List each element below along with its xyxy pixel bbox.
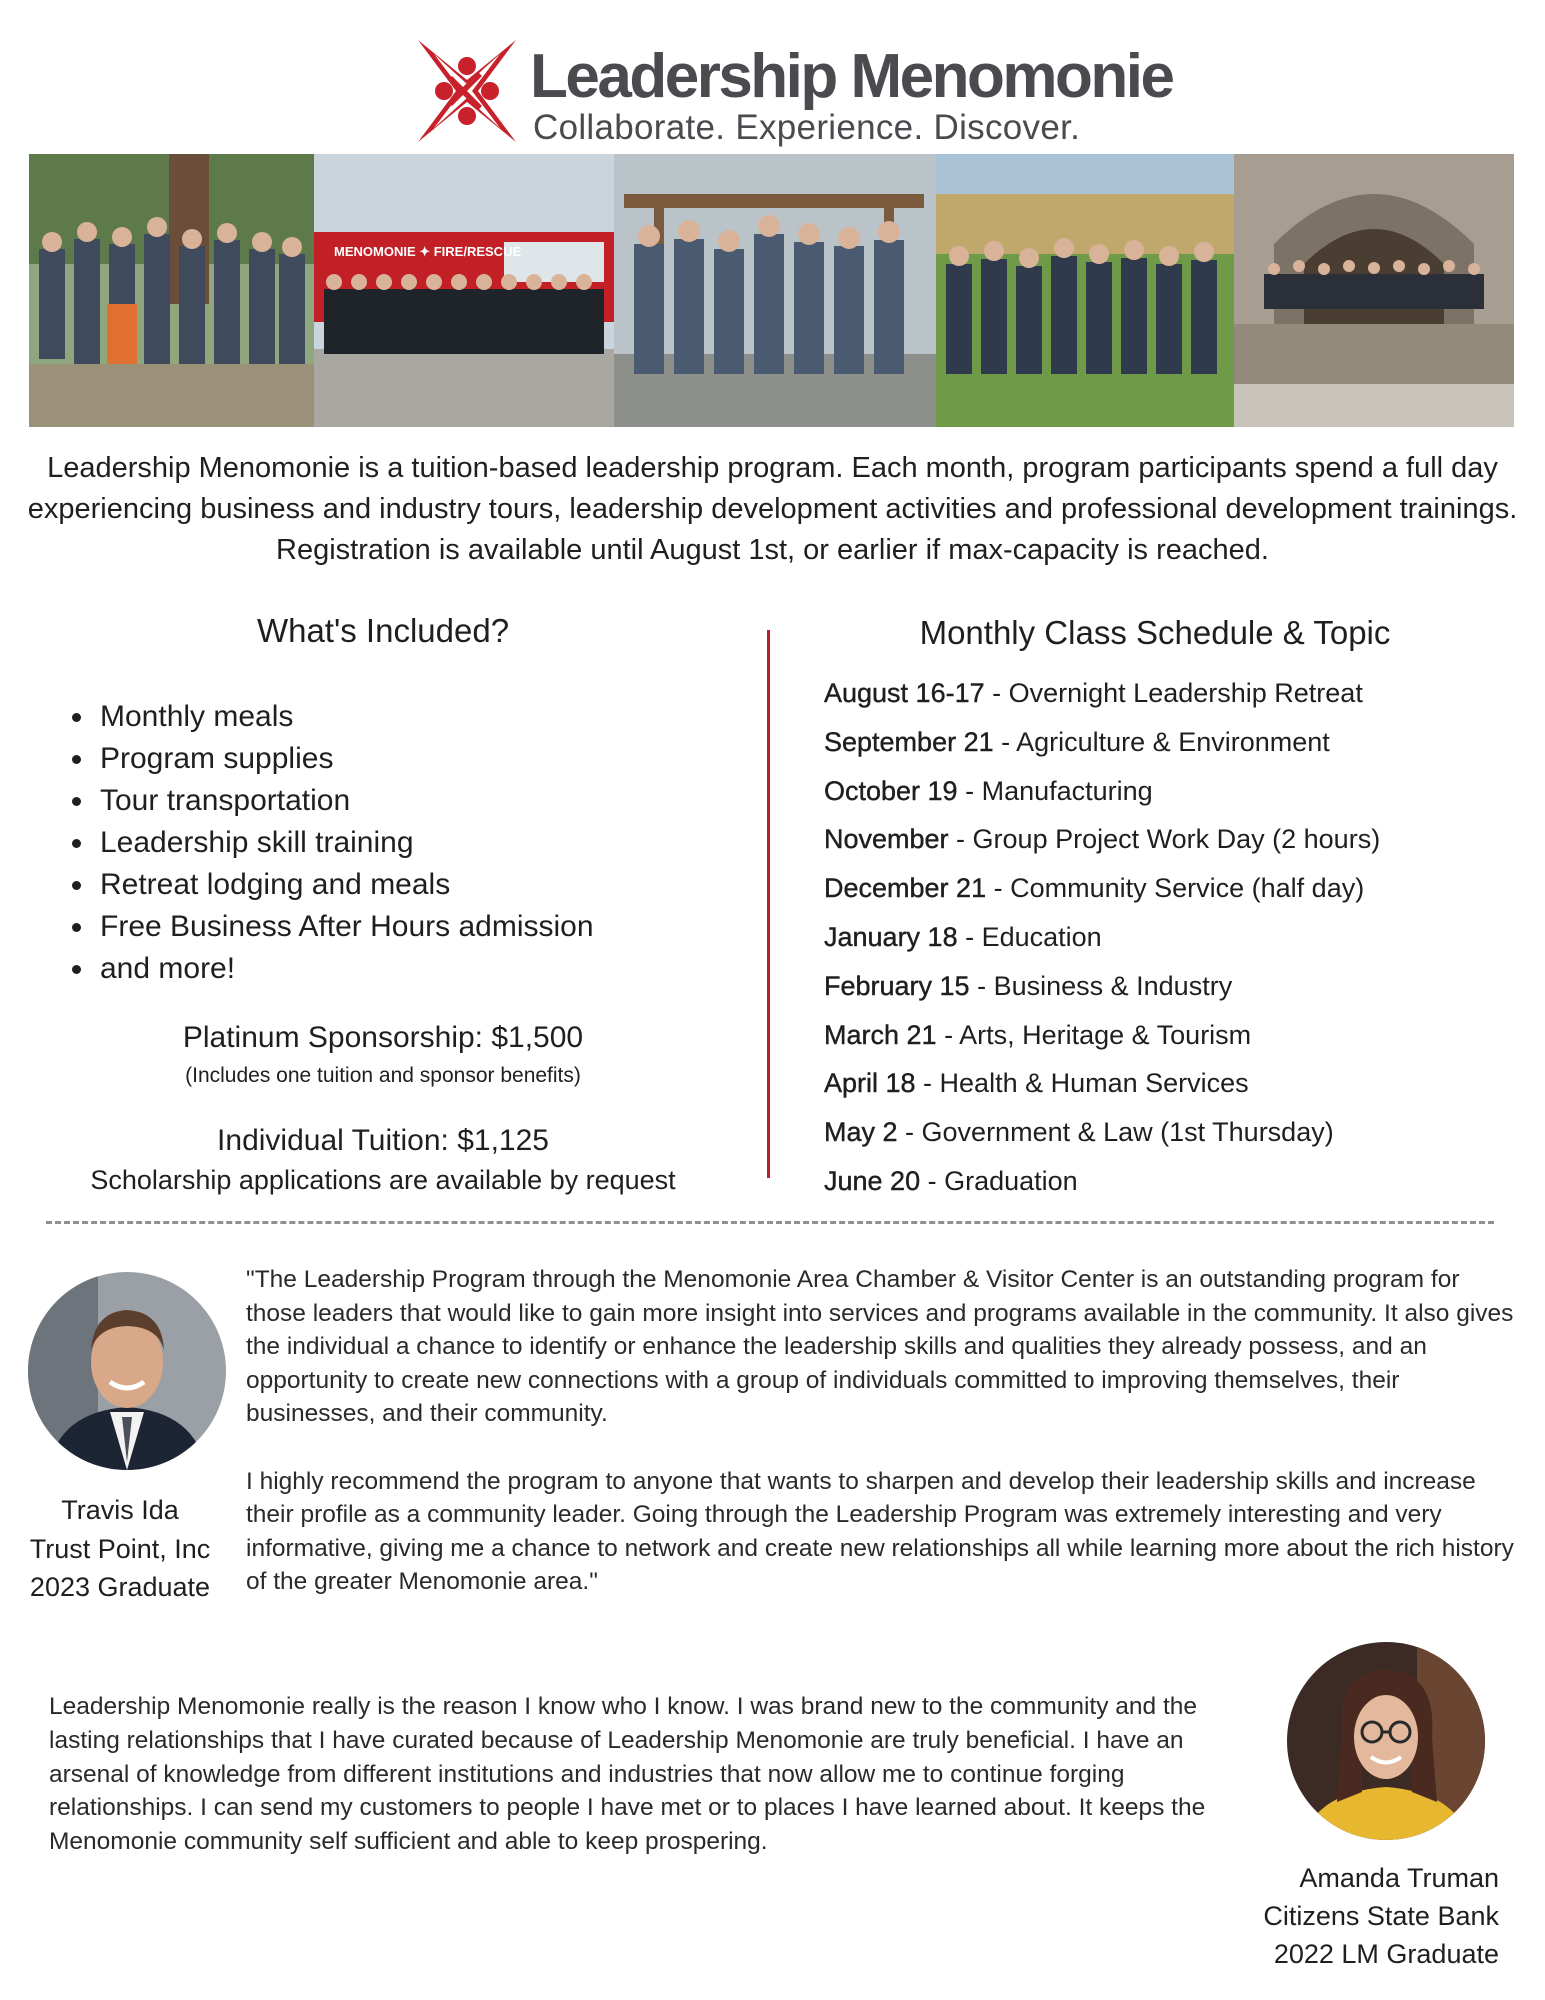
list-item: Tour transportation: [66, 780, 594, 822]
schedule-date: August 16-17: [824, 678, 985, 708]
testimonial-class: 2023 Graduate: [29, 1572, 211, 1602]
schedule-topic: Overnight Leadership Retreat: [1008, 678, 1363, 708]
tagline: Collaborate. Experience. Discover.: [533, 108, 1081, 147]
schedule-row: [824, 967, 1504, 1016]
fire-truck-text: MENOMONIE ✦ FIRE/RESCUE: [334, 244, 522, 259]
schedule-row: [824, 1064, 1504, 1113]
list-item: Free Business After Hours admission: [66, 906, 594, 948]
schedule-list: [824, 674, 1504, 1211]
schedule-date: January 18: [824, 921, 958, 952]
schedule-topic: Group Project Work Day (2 hours): [972, 824, 1381, 855]
intro-paragraph: Leadership Menomonie is a tuition-based leadership program. Each month, program participants spend a full day experiencing business and industry tours, leadership development activities and professional development trainings. Registration is available until August 1st, or earlier if max-capacity is reached.: [27, 452, 1518, 566]
schedule-topic: Education: [981, 921, 1102, 952]
individual-tuition: Individual Tuition: $1,125: [217, 1124, 549, 1157]
included-list: [66, 696, 594, 990]
testimonial-quote: [246, 1263, 1516, 1599]
schedule-separator: -: [957, 775, 982, 806]
photo-strip: [29, 154, 1514, 427]
fire-rescue-truck-group-photo: [314, 154, 614, 427]
group-photo-outdoors: [29, 154, 314, 427]
schedule-topic: Business & Industry: [993, 970, 1233, 1001]
schedule-date: June 20: [824, 1165, 921, 1196]
scholarship-note: Scholarship applications are available by request: [90, 1165, 676, 1195]
schedule-row: [824, 772, 1504, 821]
schedule-topic: Agriculture & Environment: [1016, 726, 1330, 757]
list-item: Leadership skill training: [66, 822, 594, 864]
testimonial-name: Travis Ida: [61, 1495, 179, 1525]
list-item: Program supplies: [66, 738, 594, 780]
avatar: [1287, 1642, 1485, 1840]
schedule-separator: -: [969, 970, 994, 1001]
schedule-topic: Manufacturing: [981, 775, 1153, 806]
included-heading: What's Included?: [256, 612, 510, 649]
avatar: [28, 1272, 226, 1470]
schedule-topic: Arts, Heritage & Tourism: [959, 1019, 1252, 1050]
schedule-date: December 21: [824, 873, 987, 904]
schedule-row: [824, 1016, 1504, 1065]
schedule-topic: Community Service (half day): [1010, 873, 1365, 904]
stone-arch-group-photo: [1234, 154, 1514, 427]
testimonial-quote: Leadership Menomonie really is the reason I know who I know. I was brand new to the community and the lasting relationships that I have curated because of Leadership Menomonie are truly beneficial. I have an arsenal of knowledge from different institutions and industries that now allow me to continue forging relationships. I can send my customers to people I have met or to places I have learned about. It keeps the Menomonie community self sufficient and able to keep prospering.: [49, 1693, 1206, 1856]
testimonial-name: Amanda Truman: [1299, 1863, 1499, 1893]
platinum-sponsorship: Platinum Sponsorship: $1,500: [182, 1021, 584, 1054]
schedule-row: [824, 723, 1504, 772]
schedule-row: [824, 918, 1504, 967]
schedule-separator: -: [957, 921, 982, 952]
schedule-separator: -: [920, 1165, 945, 1196]
quote-paragraph: I highly recommend the program to anyone that wants to sharpen and develop their leadership skills and increase their profile as a community leader. Going through the Leadership Program was extremely interesting and very informative, giving me a chance to network and create new relationships all while learning more about the rich history of the greater Menomonie area.": [246, 1467, 1514, 1596]
schedule-separator: -: [897, 1117, 922, 1148]
schedule-date: February 15: [824, 970, 970, 1001]
schedule-heading: Monthly Class Schedule & Topic: [919, 614, 1391, 651]
testimonial-company: Citizens State Bank: [1263, 1901, 1499, 1931]
schedule-topic: Graduation: [944, 1165, 1078, 1196]
schedule-separator: -: [986, 873, 1011, 904]
platinum-note: (Includes one tuition and sponsor benefits): [185, 1064, 581, 1087]
schedule-separator: -: [984, 678, 1009, 708]
schedule-date: March 21: [824, 1019, 937, 1050]
schedule-date: October 19: [824, 775, 958, 806]
schedule-topic: Government & Law (1st Thursday): [921, 1117, 1334, 1148]
schedule-date: May 2: [824, 1117, 898, 1148]
schedule-separator: -: [948, 824, 973, 855]
pergola-group-photo: [614, 154, 936, 427]
testimonial-class: 2022 LM Graduate: [1273, 1939, 1499, 1969]
vertical-divider: [767, 630, 770, 1178]
schedule-row: [824, 674, 1504, 723]
testimonial-company: Trust Point, Inc: [29, 1534, 211, 1564]
schedule-separator: -: [993, 726, 1017, 757]
schedule-separator: -: [915, 1068, 940, 1099]
red-x-people-logo-icon: [412, 36, 522, 146]
list-item: Retreat lodging and meals: [66, 864, 594, 906]
schedule-date: November: [824, 824, 949, 855]
schedule-separator: -: [936, 1019, 960, 1050]
farm-field-group-photo: [936, 154, 1234, 427]
list-item: and more!: [66, 948, 594, 990]
quote-paragraph: "The Leadership Program through the Menomonie Area Chamber & Visitor Center is an outstanding program for those leaders that would like to gain more insight into services and programs available in the community. It also gives the individual a chance to identify or enhance the leadership skills and qualities they already possess, and an opportunity to create new connections with a group of individuals committed to improving themselves, their businesses, and their community.: [246, 1266, 1514, 1428]
schedule-topic: Health & Human Services: [939, 1068, 1249, 1099]
schedule-row: [824, 1162, 1504, 1211]
list-item: Monthly meals: [66, 696, 594, 738]
schedule-row: [824, 869, 1504, 918]
schedule-date: April 18: [824, 1068, 916, 1099]
dashed-divider: [46, 1221, 1494, 1224]
schedule-date: September 21: [824, 726, 994, 757]
schedule-row: [824, 820, 1504, 869]
brand-name: Leadership Menomonie: [530, 42, 1173, 111]
schedule-row: [824, 1113, 1504, 1162]
